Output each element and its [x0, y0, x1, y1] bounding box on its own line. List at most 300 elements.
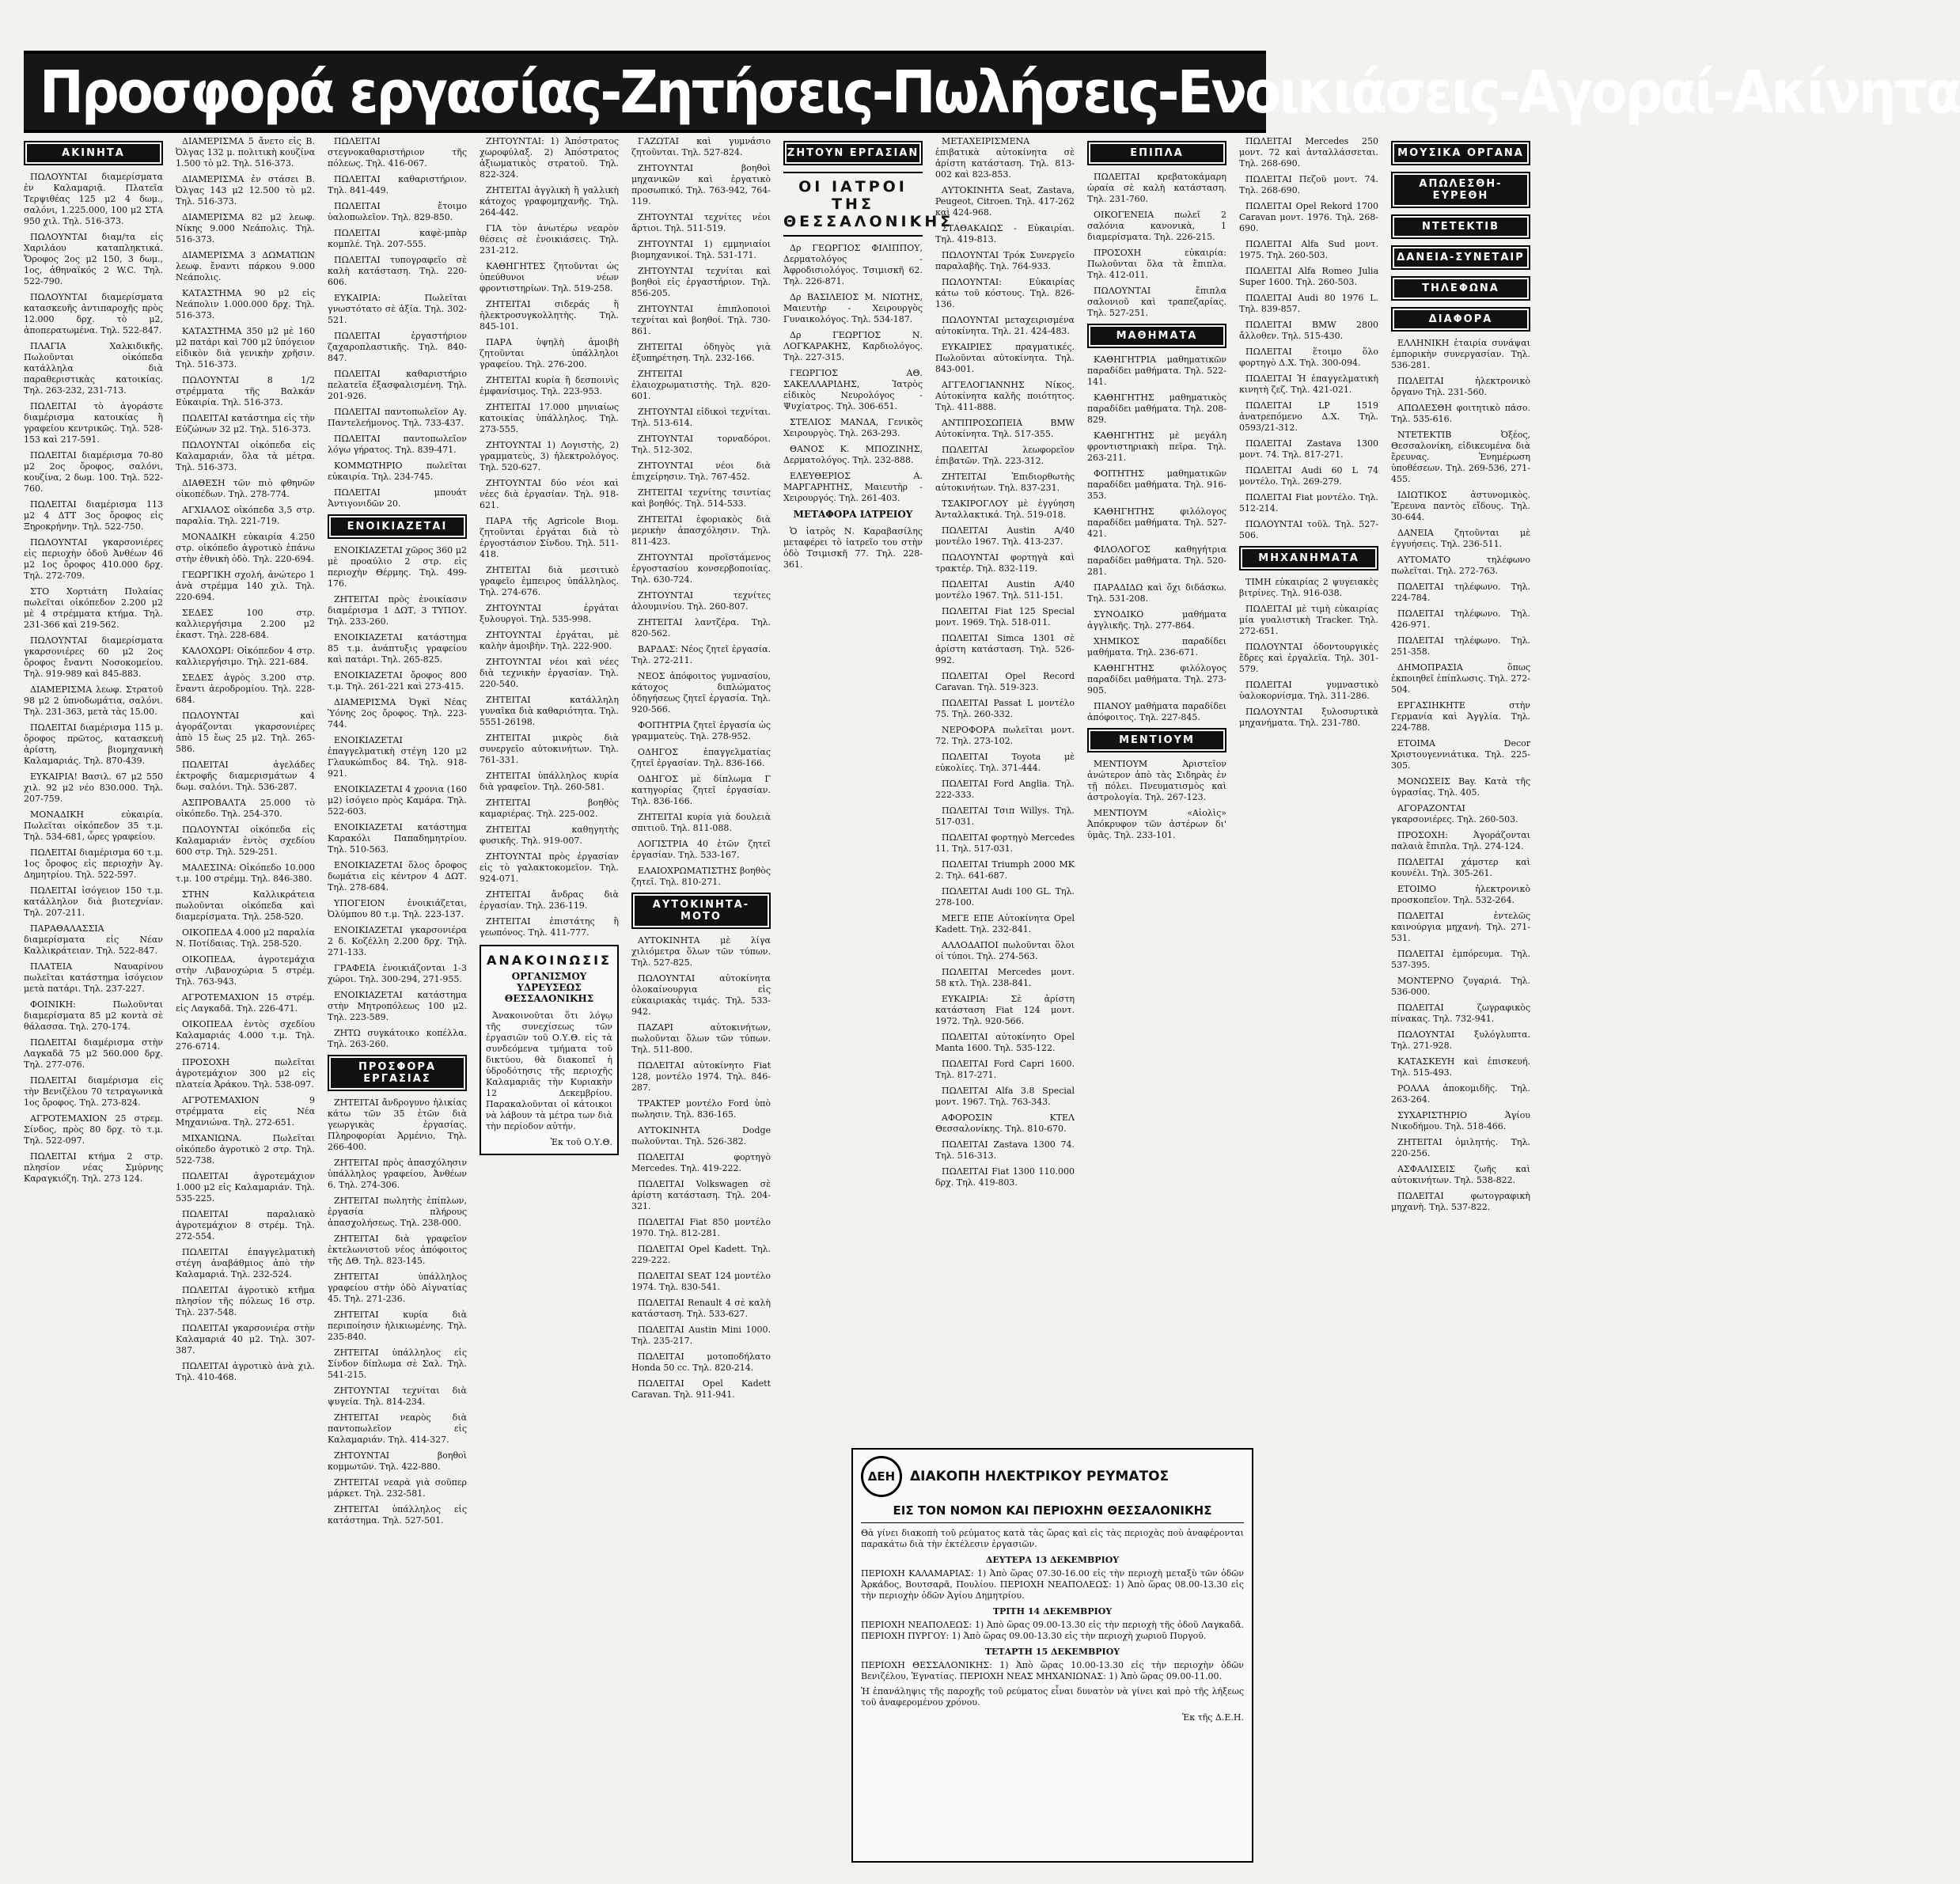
section-head-akinita: ΑΚΙΝΗΤΑ [24, 141, 163, 165]
classified-ad: ΠΑΡΑΔΙΔΩ καὶ ὄχι διδάσκω. Τηλ. 531-208. [1087, 582, 1226, 604]
classified-ad: ΣΥΝΟΔΙΚΟ μαθήματα ἀγγλικῆς. Τηλ. 277-864. [1087, 609, 1226, 631]
classified-ad: ΖΗΤΟΥΝΤΑΙ πρὸς ἐργασίαν εἰς τὸ γαλακτοκομεῖον. Τηλ. 924-071. [480, 851, 619, 884]
section-head-mousika: ΜΟΥΣΙΚΑ ΟΡΓΑΝΑ [1391, 141, 1530, 165]
classified-ad: ΠΩΛΕΙΤΑΙ ἐπαγγελματικὴ στέγη ἀναβάθμιος ἀπὸ τὴν Καλαμαριά. Τηλ. 232-524. [176, 1247, 315, 1279]
classified-ad: ΓΑΖΩΤΑΙ καὶ γυμνάσιο ζητοῦνται. Τηλ. 527-824. [631, 136, 771, 157]
classified-ad: ΖΗΤΕΙΤΑΙ σιδεράς ἢ ἡλεκτροσυγκολλητὴς. Τηλ. 845-101. [480, 299, 619, 332]
classified-ad: ΔΙΑΜΕΡΙΣΜΑ Ὀγκὶ Νέας Ὑόνης 2ος ὄροφος. Τηλ. 223-744. [328, 697, 467, 730]
section-head-apolesthi: ΑΠΩΛΕΣΘΗ-ΕΥΡΕΘΗ [1391, 172, 1530, 208]
classified-ad: ΠΩΛΕΙΤΑΙ μοτοποδήλατο Honda 50 cc. Τηλ. 820-214. [631, 1351, 771, 1373]
classified-ad: ΕΥΚΑΙΡΙΑ: Σὲ ἀρίστη κατάσταση Fiat 124 μοντ. 1972. Τηλ. 920-566. [935, 994, 1075, 1026]
section-head-diafora: ΔΙΑΦΟΡΑ [1391, 307, 1530, 332]
classified-ad: Δρ ΓΕΩΡΓΙΟΣ Ν. ΛΟΓΚΑΡΑΚΗΣ, Καρδιολόγος. Τηλ. 227-315. [783, 330, 923, 362]
classified-ad: ΖΗΤΟΥΝΤΑΙ εἰδικοὶ τεχνίται. Τηλ. 513-614. [631, 407, 771, 428]
column-9 [1239, 136, 1378, 1877]
classified-ad: ΖΗΤΟΥΝΤΑΙ τεχνίται καὶ βοηθοὶ εἰς ἐργαστήριον. Τηλ. 856-205. [631, 266, 771, 298]
classified-ad: ΠΩΛΕΙΤΑΙ Audi 80 1976 L. Τηλ. 839-857. [1239, 293, 1378, 314]
classified-ad: ΠΩΛΕΙΤΑΙ φορτηγὸ Mercedes 11. Τηλ. 517-031. [935, 832, 1075, 854]
classified-ad: ΖΗΤΕΙΤΑΙ ἐλαιοχρωματιστὴς. Τηλ. 820-601. [631, 369, 771, 401]
classified-ad: ΠΩΛΕΙΤΑΙ διαμέρισμα εἰς τὴν Βενιζέλου 70 τετραγωνικὰ 1ος ὄροφος. Τηλ. 273-824. [24, 1075, 163, 1108]
classified-ad: ΖΗΤΕΙΤΑΙ ὑπάλληλος κυρία διὰ γραφεῖον. Τηλ. 260-581. [480, 771, 619, 792]
classified-ad: ΣΕΔΕΣ ἀγρὸς 3.200 στρ. ἔναντι ἀεροδρομίου. Τηλ. 228-684. [176, 673, 315, 705]
classified-ad: ΕΥΚΑΙΡΙΕΣ πραγματικές. Πωλοῦνται αὐτοκίνητα. Τηλ. 843-001. [935, 342, 1075, 374]
classified-ad: ΠΩΛΟΥΝΤΑΙ γκαρσονιέρες εἰς περιοχὴν ὁδοῦ Ἀνθέων 46 μ2 1ος ὄροφος 410.000 δρχ. Τηλ. 272-709. [24, 537, 163, 581]
classified-ad: ΖΗΤΟΥΝΤΑΙ: 1) Ἀπόστρατος χωροφύλαξ. 2) Ἀπόστρατος ἀξιωματικὸς στρατοῦ. Τηλ. 822-324. [480, 136, 619, 180]
classified-ad: ΠΩΛΕΙΤΑΙ ἡλεκτρονικὸ ὄργανο Τηλ. 231-560. [1391, 376, 1530, 397]
classified-ad: ΠΩΛΕΙΤΑΙ Alfa 3.8 Special μοντ. 1967. Τηλ. 763-343. [935, 1086, 1075, 1107]
classified-ad: ΟΙΚΟΠΕΔΑ ἐντὸς σχεδίου Καλαμαριάς 4.000 τ.μ. Τηλ. 276-6714. [176, 1019, 315, 1052]
classified-ad: ΠΩΛΟΥΝΤΑΙ 8 1/2 στρέμματα τῆς Βαλκάν Εὐκαιρία. Τηλ. 516-373. [176, 375, 315, 408]
classified-ad: ΤΙΜΗ εὐκαιρίας 2 ψυγειακὲς βιτρίνες. Τηλ. 916-038. [1239, 577, 1378, 598]
ad-list [1087, 172, 1226, 319]
classified-ad: ΠΩΛΕΙΤΑΙ Audi 100 GL. Τηλ. 278-100. [935, 886, 1075, 908]
classified-ad: ΔΑΝΕΙΑ ζητοῦνται μὲ ἐγγυήσεις. Τηλ. 236-511. [1391, 528, 1530, 549]
classified-ad: ΠΩΛΕΙΤΑΙ καθαριστήριον. Τηλ. 841-449. [328, 174, 467, 195]
column-2 [176, 136, 315, 1877]
classified-ad: ΠΩΛΟΥΝΤΑΙ διαμερίσματα κατασκευῆς ἀντιπαροχῆς πρὸς 12.000 δρχ. τὸ μ2, ἀποπερατωμένα. Τηλ. 522-847. [24, 292, 163, 335]
classified-ad: ΔΙΑΘΕΣΗ τῶν πιὸ φθηνῶν οἰκοπέδων. Τηλ. 278-774. [176, 478, 315, 499]
classified-ad: ΕΝΟΙΚΙΑΖΕΤΑΙ κατάστημα Καρακόλι Παπαδημητρίου. Τηλ. 510-563. [328, 822, 467, 855]
classified-ad: ΙΔΙΩΤΙΚΟΣ ἀστυνομικὸς. Ἔρευνα παντὸς εἴδους. Τηλ. 30-644. [1391, 490, 1530, 522]
classified-ad: ΖΗΤΟΥΝΤΑΙ νέοι διὰ ἐπιχείρησιν. Τηλ. 767-452. [631, 461, 771, 482]
classified-ad: ΠΩΛΕΙΤΑΙ κτήμα 2 στρ. πλησίον νέας Σμύρνης Καραγκιόζη. Τηλ. 273 124. [24, 1151, 163, 1184]
classified-ad: ΖΗΤΕΙΤΑΙ διὰ γραφεῖον ἐκτελωνιστοῦ νέος ἀπόφοιτος τῆς ΔΘ. Τηλ. 823-145. [328, 1234, 467, 1266]
classified-ad: ΠΩΛΕΙΤΑΙ διαμέρισμα 113 μ2 4 ΔΤΤ 3ος ὄροφος εἰς Ξηροκρήνην. Τηλ. 522-750. [24, 499, 163, 532]
classified-ad: ΠΩΛΟΥΝΤΑΙ καὶ ἀγοράζονται γκαρσονιέρες ἀπὸ 15 ἔως 25 μ2. Τηλ. 265-586. [176, 711, 315, 754]
classified-ad: ΖΗΤΕΙΤΑΙ πρὸς ἐνοικίασιν διαμέρισμα 1 ΔΩΤ, 3 ΤΥΠΟΥ. Τηλ. 233-260. [328, 594, 467, 627]
classified-ad: ΠΩΛΟΥΝΤΑΙ ξυλοσυρτικὰ μηχανήματα. Τηλ. 231-780. [1239, 707, 1378, 728]
classified-ad: ΟΙΚΟΠΕΔΑ, ἀγροτεμάχια στὴν Λιβανοχώρια 5 στρέμ. Τηλ. 763-943. [176, 954, 315, 987]
classified-ad: ΖΗΤΕΙΤΑΙ μικρὸς διὰ συνεργεῖο αὐτοκινήτων. Τηλ. 761-331. [480, 733, 619, 765]
classified-ad: ΒΑΡΔΑΣ: Νέος ζητεῖ ἐργασία. Τηλ. 272-211. [631, 644, 771, 665]
classified-ad: ΠΩΛΕΙΤΑΙ SEAT 124 μοντέλο 1974. Τηλ. 830-541. [631, 1271, 771, 1292]
classified-ad: ΠΩΛΕΙΤΑΙ Mercedes μοντ. 58 κτλ. Τηλ. 238-841. [935, 967, 1075, 988]
classified-ad: ΕΤΟΙΜΟ ἡλεκτρονικὸ προσκοπεῖον. Τηλ. 532-264. [1391, 884, 1530, 905]
classified-ad: ΣΤΕΛΙΟΣ ΜΑΝΔΑ, Γενικὸς Χειρουργὸς. Τηλ. 263-293. [783, 417, 923, 438]
classified-ad: ΠΩΛΕΙΤΑΙ καφὲ-μπὰρ κομπλέ. Τηλ. 207-555. [328, 228, 467, 249]
classified-ad: ΠΩΛΕΙΤΑΙ τηλέφωνο. Τηλ. 426-971. [1391, 608, 1530, 630]
classified-ad: ΚΑΛΟΧΩΡΙ: Οἰκόπεδον 4 στρ. καλλιεργήσιμο. Τηλ. 221-684. [176, 646, 315, 667]
classified-ad: ΖΗΤΟΥΝΤΑΙ ἐργάται, μὲ καλὴν ἀμοιβὴν. Τηλ. 222-900. [480, 630, 619, 651]
classified-ad: ΖΗΤΕΙΤΑΙ ὁμιλητής. Τηλ. 220-256. [1391, 1137, 1530, 1158]
classified-ad: ΑΓΡΟΤΕΜΑΧΙΟΝ 15 στρέμ. εἰς Λαγκαδᾶ. Τηλ. 226-471. [176, 992, 315, 1014]
classified-ad: ΑΓΡΟΤΕΜΑΧΙΟΝ 9 στρέμματα εἰς Νέα Μηχανιώνα. Τηλ. 272-651. [176, 1095, 315, 1128]
classified-ad: ΑΥΤΟΚΙΝΗΤΑ μὲ λίγα χιλιόμετρα ὅλων τῶν τύπων. Τηλ. 527-825. [631, 935, 771, 968]
classified-ad: ΤΡΑΚΤΕΡ μοντέλο Ford ὑπὸ πωλησιν. Τηλ. 836-165. [631, 1098, 771, 1120]
classified-ad: ΠΩΛΕΙΤΑΙ Ἡ ἐπαγγελματικὴ κινητὴ ζεζ. Τηλ. 421-021. [1239, 373, 1378, 395]
classified-ad: ΝΕΟΣ ἀπόφοιτος γυμνασίου, κάτοχος διπλώματος ὁδηγήσεως ζητεῖ ἐργασία. Τηλ. 920-566. [631, 671, 771, 715]
section-head-daneia: ΔΑΝΕΙΑ-ΣΥΝΕΤΑΙΡ [1391, 245, 1530, 270]
classified-ad: ΖΗΤΟΥΝΤΑΙ τορναδόροι. Τηλ. 512-302. [631, 434, 771, 455]
classified-ad: ΖΗΤΕΙΤΑΙ πωλητὴς ἐπίπλων, ἐργασία πλήρους ἀπασχολήσεως. Τηλ. 238-000. [328, 1196, 467, 1228]
classified-ad: ΠΩΛΕΙΤΑΙ μὲ τιμὴ εὐκαιρίας μία γυαλιστικὴ Tracker. Τηλ. 272-651. [1239, 604, 1378, 636]
deh-sign: Ἐκ τῆς Δ.Ε.Η. [1181, 1712, 1244, 1723]
ad-list [328, 545, 467, 1050]
notice-text: Ἀνακοινοῦται ὅτι λόγῳ τῆς συνεχίσεως τῶν ἐργασιῶν τοῦ Ο.Υ.Θ. εἰς τὰ συνδεόμενα τμήματα τοῦ δικτύου, θὰ διακοπεῖ ἡ ὑδροδότησις τῆς περιοχῆς Καλαμαριᾶς τὴν Κυριακὴν 12 Δεκεμβρίου. Παρακαλοῦνται οἱ κάτοικοι νὰ λάβουν τὰ μέτρα των διὰ τὴν περίοδον αὐτήν. [486, 1010, 612, 1132]
classified-ad: ΠΩΛΟΥΝΤΑΙ ὁδοντουργικὲς ἔδρες καὶ ἐργαλεῖα. Τηλ. 301-579. [1239, 642, 1378, 674]
classified-ad: ΑΦΟΡΟΣΙΝ ΚΤΕΛ Θεσσαλονίκης. Τηλ. 810-670. [935, 1113, 1075, 1134]
classified-ad: ΜΕΝΤΙΟΥΜ Ἀριστεῖον ἀνώτερον ἀπὸ τὰς Σιδηρὰς ἐν τῇ πόλει. Πνευματισμὸς καὶ ἀστρολογία. Τηλ. 267-123. [1087, 759, 1226, 802]
classified-ad: ΠΩΛΕΙΤΑΙ τηλέφωνο. Τηλ. 224-784. [1391, 582, 1530, 603]
classified-ad: ΚΑΘΗΓΗΤΗΣ μὲ μεγάλη φροντιστηριακὴ πεῖρα. Τηλ. 263-211. [1087, 430, 1226, 463]
classified-ad: ΠΩΛΕΙΤΑΙ Πεζοῦ μοντ. 74. Τηλ. 268-690. [1239, 174, 1378, 195]
classified-ad: ΠΩΛΕΙΤΑΙ Zastava 1300 μοντ. 74. Τηλ. 817-271. [1239, 438, 1378, 460]
classified-ad: ΛΟΓΙΣΤΡΙΑ 40 ἐτῶν ζητεῖ ἐργασίαν. Τηλ. 533-167. [631, 839, 771, 860]
classified-ad: ΑΓΟΡΑΖΟΝΤΑΙ γκαρσονιέρες. Τηλ. 260-503. [1391, 803, 1518, 824]
classified-ad: ΑΣΦΑΛΙΣΕΙΣ ζωῆς καὶ αὐτοκινήτων. Τηλ. 538-822. [1391, 1164, 1530, 1185]
classified-ad: ΕΝΟΙΚΙΑΖΕΤΑΙ ἐπαγγελματικὴ στέγη 120 μ2 Γλαυκώπιδος 84. Τηλ. 918-921. [328, 735, 467, 779]
classified-ad: ΠΩΛΕΙΤΑΙ Alfa Sud μοντ. 1975. Τηλ. 260-503. [1239, 239, 1378, 260]
classified-ad: ΖΗΤΟΥΝΤΑΙ 1) Λογιστὴς, 2) γραμματεὺς, 3) ἡλεκτρολόγος. Τηλ. 520-627. [480, 440, 619, 472]
notice-org: ΟΡΓΑΝΙΣΜΟΥ ΥΔΡΕΥΣΕΩΣ ΘΕΣΣΑΛΟΝΙΚΗΣ [504, 971, 594, 1004]
classified-ad: ΦΙΛΟΛΟΓΟΣ καθηγήτρια παραδίδει μαθήματα. Τηλ. 520-281. [1087, 544, 1226, 577]
ad-list [480, 136, 619, 938]
classified-ad: ΖΗΤΕΙΤΑΙ ἐφοριακὸς διὰ μερικὴν ἀπασχόλησιν. Τηλ. 811-423. [631, 514, 771, 547]
classified-ad: ΟΔΗΓΟΣ ἐπαγγελματίας ζητεῖ ἐργασίαν. Τηλ. 836-166. [631, 747, 771, 768]
classified-ad: ΔΙΑΜΕΡΙΣΜΑ 5 ἄνετο εἰς Β. Ὀλγας 132 μ. πολιτικὴ κουζίνα 1.500 τὸ μ2. Τηλ. 516-373. [176, 136, 315, 169]
ad-list [176, 136, 315, 1383]
classified-ad: ΝΕΡΟΦΟΡΑ πωλεῖται μοντ. 72. Τηλ. 273-102. [935, 725, 1075, 746]
deh-logo: ΔΕΗ [861, 1456, 902, 1497]
classified-ad: ΠΩΛΕΙΤΑΙ Fiat 125 Special μοντ. 1969. Τηλ. 518-011. [935, 606, 1075, 627]
column-4 [480, 136, 619, 1877]
classified-ad: ΜΕΓΕ ΕΠΕ Αὐτοκίνητα Opel Kadett. Τηλ. 232-841. [935, 913, 1075, 934]
classified-ad: ΕΝΟΙΚΙΑΖΕΤΑΙ γκαρσονιέρα 2 δ. Κοζέλλη 2.200 δρχ. Τηλ. 271-133. [328, 925, 467, 957]
classified-ad: ΠΩΛΕΙΤΑΙ Toyota μὲ εὐκολίες. Τηλ. 371-444. [935, 752, 1075, 773]
ad-list [1087, 354, 1226, 723]
deh-body [853, 1523, 1252, 1728]
deh-header [853, 1450, 1252, 1500]
classified-ad: ΖΗΤΕΙΤΑΙ ὁδηγὸς γιὰ ἐξυπηρέτηση. Τηλ. 232-166. [631, 342, 771, 363]
deh-title: ΔΙΑΚΟΠΗ ΗΛΕΚΤΡΙΚΟΥ ΡΕΥΜΑΤΟΣ [910, 1469, 1170, 1484]
classified-ad: ΠΩΛΟΥΝΤΑΙ μεταχειρισμένα αὐτοκίνητα. Τηλ. 21. 424-483. [935, 315, 1075, 336]
classified-ad: ΠΩΛΕΙΤΑΙ τυπογραφεῖο σὲ καλὴ κατάσταση. Τηλ. 220-606. [328, 255, 467, 287]
classified-ad: ΠΩΛΕΙΤΑΙ χάμστερ καὶ κουνέλι. Τηλ. 305-261. [1391, 857, 1530, 878]
classified-ad: ΠΩΛΕΙΤΑΙ Austin A/40 μοντέλο 1967. Τηλ. 413-237. [935, 525, 1075, 547]
classified-ad: ΖΗΤΕΙΤΑΙ καθηγητὴς φυσικῆς. Τηλ. 919-007. [480, 824, 619, 846]
classified-ad: ΠΩΛΕΙΤΑΙ Audi 60 L 74 μοντέλο. Τηλ. 269-279. [1239, 465, 1378, 487]
classified-ad: ΖΗΤΟΥΝΤΑΙ τεχνίτες ἀλουμινίου. Τηλ. 260-807. [631, 590, 771, 612]
section-head-tilefona: ΤΗΛΕΦΩΝΑ [1391, 276, 1530, 301]
classified-ad: ΠΩΛΕΙΤΑΙ διαμέρισμα 70-80 μ2 2ος ὄροφος, σαλόνι, κουζίνα, 2 δωμ. 100. Τηλ. 522-760. [24, 450, 163, 494]
classified-ad: ΘΑΝΟΣ Κ. ΜΠΟΖΙΝΗΣ, Δερματολόγος. Τηλ. 232-888. [783, 444, 923, 465]
classified-ad: ΖΗΤΕΙΤΑΙ ὑπάλληλος γραφείου στὴν ὁδὸ Αἰγνατίας 45. Τηλ. 271-236. [328, 1272, 467, 1304]
classified-ad: ΔΙΑΜΕΡΙΣΜΑ λεωφ. Στρατοῦ 98 μ2 2 ὑπνοδωμάτια, σαλόνι. Τηλ. 231-363, μετὰ τὰς 15.00. [24, 684, 163, 717]
section-head-mixanimata: ΜΗΧΑΝΗΜΑΤΑ [1239, 546, 1378, 571]
classified-ad: ΠΩΛΕΙΤΑΙ αὐτοκίνητο Opel Manta 1600. Τηλ. 535-122. [935, 1032, 1075, 1053]
classified-ad: ΠΩΛΕΙΤΑΙ Simca 1301 σὲ ἀρίστη κατάσταση. Τηλ. 526-992. [935, 633, 1075, 665]
classified-ad: ΜΑΛΕΣΙΝΑ: Οἰκόπεδο 10.000 τ.μ. 100 στρέμμ. Τηλ. 846-380. [176, 862, 315, 884]
classified-ad: ΣΥΧΑΡΙΣΤΗΡΙΟ Ἀγίου Νικοδήμου. Τηλ. 518-466. [1391, 1110, 1530, 1132]
classified-ad: ΖΗΤΟΥΝΤΑΙ νέοι καὶ νέες διὰ τεχνικὴν ἐργασίαν. Τηλ. 220-540. [480, 657, 619, 689]
classified-ad: ΠΩΛΕΙΤΑΙ παντοπωλεῖον λόγω γήρατος. Τηλ. 839-471. [328, 434, 467, 455]
classified-ad: ΚΑΤΑΣΚΕΥΗ καὶ ἐπισκευή. Τηλ. 515-493. [1391, 1056, 1530, 1078]
classified-ad: ΕΝΟΙΚΙΑΖΕΤΑΙ ὅλος ὄροφος δωμάτια εἰς κέντρον 4 ΔΩΤ. Τηλ. 278-684. [328, 860, 467, 893]
classified-ad: ΕΝΟΙΚΙΑΖΕΤΑΙ ὄροφος 800 τ.μ. Τηλ. 261-221 καὶ 273-415. [328, 670, 467, 692]
classified-ad: ΠΩΛΕΙΤΑΙ ἕτοιμο ὅλο φορτηγὸ Δ.Χ. Τηλ. 300-094. [1239, 347, 1378, 368]
section-head-epipla: ΕΠΙΠΛΑ [1087, 141, 1226, 165]
classified-ad: ΑΓΡΟΤΕΜΑΧΙΟΝ 25 στρεμ. Σίνδος, πρὸς 80 δρχ. τὸ τ.μ. Τηλ. 522-097. [24, 1113, 163, 1146]
classified-ad: ΦΟΙΝΙΚΗ: Πωλοῦνται διαμερίσματα 85 μ2 κοντὰ σὲ θάλασσα. Τηλ. 270-174. [24, 999, 163, 1032]
classified-ad: ΕΤΟΙΜΑ Decor Χριστουγεννιάτικα. Τηλ. 225-305. [1391, 738, 1530, 771]
classified-ad: ΠΩΛΕΙΤΑΙ γκαρσονιέρα στὴν Καλαμαριά 40 μ2. Τηλ. 307-387. [176, 1323, 315, 1355]
classified-ad: ΕΝΟΙΚΙΑΖΕΤΑΙ κατάστημα 85 τ.μ. ἀνάπτυξις γραφείου καὶ πατάρι. Τηλ. 265-825. [328, 632, 467, 665]
ad-list [24, 172, 163, 1185]
column-5 [631, 136, 771, 1877]
deh-day-text: ΠΕΡΙΟΧΗ ΘΕΣΣΑΛΟΝΙΚΗΣ: 1) Ἀπὸ ὥρας 10.00-13.30 εἰς τὴν περιοχὴν ὁδῶν Βενιζέλου, Ἐγνατίας. ΠΕΡΙΟΧΗ ΝΕΑΣ ΜΗΧΑΝΙΩΝΑΣ: 1) Ἀπὸ ὥρας 09.00-11.00. [861, 1660, 1244, 1681]
classified-ad: ΖΗΤΕΙΤΑΙ ἀγγλικὴ ἢ γαλλικὴ κάτοχος γραφομηχανῆς. Τηλ. 264-442. [480, 185, 619, 218]
classified-ad: ΜΟΝΩΣΕΙΣ Bay. Κατὰ τῆς ὑγρασίας. Τηλ. 405. [1391, 776, 1530, 798]
classified-ad: ΣΤΗΝ Καλλικράτεια πωλοῦνται οἰκόπεδα καὶ διαμερίσματα. Τηλ. 258-520. [176, 889, 315, 922]
classified-ad: ΠΩΛΕΙΤΑΙ Fiat 1300 110.000 δρχ. Τηλ. 419-803. [935, 1166, 1075, 1188]
ad-list [1391, 338, 1530, 1213]
classified-ad: ΖΗΤΩ συγκάτοικο κοπέλλα. Τηλ. 263-260. [328, 1028, 467, 1049]
classified-ad: ΖΗΤΟΥΝΤΑΙ 1) εμμηνιαίοι βιομηχανικοί. Τηλ. 531-171. [631, 239, 771, 260]
classified-ad: ΑΓΧΙΑΛΟΣ οἰκόπεδα 3,5 στρ. παραλία. Τηλ. 221-719. [176, 505, 315, 526]
classified-ad: ΠΩΛΟΥΝΤΑΙ αὐτοκίνητα ὁλοκαίνουργια εἰς εὐκαιριακὰς τιμάς. Τηλ. 533-942. [631, 973, 771, 1017]
classified-ad: ΖΗΤΕΙΤΑΙ ἄνδρας διὰ ἐργασίαν. Τηλ. 236-119. [480, 889, 619, 911]
classified-ad: ΖΗΤΕΙΤΑΙ νεαρὰ γιὰ σοῦπερ μάρκετ. Τηλ. 232-581. [328, 1477, 467, 1499]
deh-day-heading: ΤΕΤΑΡΤΗ 15 ΔΕΚΕΜΒΡΙΟΥ [984, 1647, 1120, 1657]
classified-ad: ΚΑΤΑΣΤΗΜΑ 90 μ2 εἰς Νεάπολιν 1.000.000 δρχ. Τηλ. 516-373. [176, 288, 315, 320]
classified-ad: ΠΡΟΣΟΧΗ πωλεῖται ἀγροτεμάχιον 300 μ2 εἰς πλατεία Ἀράκου. Τηλ. 538-097. [176, 1057, 315, 1090]
deh-closing: Ἡ ἐπανάληψις τῆς παροχῆς τοῦ ρεύματος εἶναι δυνατὸν νὰ γίνει καὶ πρὸ τῆς λήξεως τοῦ ἀναφερομένου χρόνου. [861, 1686, 1244, 1708]
classified-ad: ΠΩΛΕΙΤΑΙ Opel Record Caravan. Τηλ. 519-323. [935, 671, 1075, 692]
classified-ad: ΠΑΡΑ ὑψηλὴ ἀμοιβὴ ζητοῦνται ὑπάλληλοι γραφείου. Τηλ. 276-200. [480, 337, 619, 370]
classified-ad: ΠΩΛΕΙΤΑΙ LP 1519 ἀνατρεπόμενο Δ.Χ. Τηλ. 0593/21-312. [1239, 400, 1378, 433]
classified-ad: ΠΩΛΟΥΝΤΑΙ ἔπιπλα σαλονιοῦ καὶ τραπεζαρίας. Τηλ. 527-251. [1087, 286, 1226, 318]
deh-day-heading: ΔΕΥΤΕΡΑ 13 ΔΕΚΕΜΒΡΙΟΥ [985, 1555, 1120, 1565]
classified-ad: ΚΑΘΗΓΗΤΡΙΑ μαθηματικῶν παραδίδει μαθήματα. Τηλ. 522-141. [1087, 354, 1226, 387]
doctors-list [783, 243, 923, 504]
classified-ad: ΠΩΛΕΙΤΑΙ αὐτοκίνητο Fiat 128, μοντέλο 1974. Τηλ. 846-287. [631, 1060, 771, 1093]
classified-ad: ΕΝΟΙΚΙΑΖΕΤΑΙ 4 χρονια (160 μ2) ἰσόγειο πρὸς Καμάρα. Τηλ. 522-603. [328, 784, 467, 817]
classified-ad: ΠΩΛΟΥΝΤΑΙ φορτηγὰ καὶ τρακτέρ. Τηλ. 832-119. [935, 552, 1075, 574]
classified-ad: ΠΛΑΓΙΑ Χαλκιδικῆς. Πωλοῦνται οἰκόπεδα κατάλληλα διὰ παραθεριστικὰς κατοικίας. Τηλ. 263-232, 231-713. [24, 341, 163, 396]
notice-title: ΑΝΑΚΟΙΝΩΣΙΣ [487, 953, 612, 968]
classified-ad: ΤΣΑΚΙΡΟΓΛΟΥ μὲ ἐγγύηση Ἀνταλλακτικά. Τηλ. 519-018. [935, 498, 1075, 520]
classified-ad: ΜΟΝΑΔΙΚΗ εὐκαιρία. Πωλεῖται οἰκόπεδον 35 τ.μ. Τηλ. 534-681, ὧρες γραφείου. [24, 809, 163, 842]
classified-ad: ΝΤΕΤΕΚΤΙΒ Ὀξέος, Θεσσαλονίκη, εἰδικευμένα διὰ ἔρευνας. Ἐνημέρωση ὑποθέσεων. Τηλ. 269-536, 271-455. [1391, 430, 1530, 484]
metafora-title: ΜΕΤΑΦΟΡΑ ΙΑΤΡΕΙΟΥ [793, 509, 913, 520]
classified-ad: ΟΙΚΟΓΕΝΕΙΑ πωλεῖ 2 σαλόνια κανονικὰ, 1 διαμερίσματα. Τηλ. 226-215. [1087, 210, 1226, 242]
classified-ad: ΠΩΛΕΙΤΑΙ παντοπωλεῖον Αγ. Παντελεήμονος. Τηλ. 733-437. [328, 407, 467, 428]
classified-ad: ΖΗΤΕΙΤΑΙ τεχνίτης τσιντίας καὶ βοηθός. Τηλ. 514-533. [631, 487, 771, 509]
doctors-title: ΟΙ ΙΑΤΡΟΙ ΤΗΣ ΘΕΣΣΑΛΟΝΙΚΗΣ [783, 172, 923, 237]
classified-ad: Δρ ΒΑΣΙΛΕΙΟΣ Μ. ΝΙΩΤΗΣ, Μαιευτὴρ - Χειρουργὸς Γυναικολόγος. Τηλ. 534-187. [783, 292, 923, 324]
classified-ad: ΠΩΛΕΙΤΑΙ Austin Mini 1000. Τηλ. 235-217. [631, 1325, 771, 1346]
classified-ad: ΖΗΤΟΥΝΤΑΙ προϊστάμενος ἐργοστασίου κονσερβοποιίας. Τηλ. 630-724. [631, 552, 771, 585]
classified-ad: ΖΗΤΕΙΤΑΙ 17.000 μηνιαίως κατοικίας ὑπάλληλος. Τηλ. 273-555. [480, 402, 619, 434]
classified-ad: ΠΩΛΕΙΤΑΙ Volkswagen σὲ ἀρίστη κατάσταση. Τηλ. 204-321. [631, 1179, 771, 1211]
classified-ad: ΕΥΚΑΙΡΙΑ: Πωλεῖται γνωστότατο σὲ ἀξία. Τηλ. 302-521. [328, 293, 467, 325]
ad-list [328, 1097, 467, 1526]
classified-ad: ΓΙΑ τὸν ἀνωτέρω νεαρὸν θέσεις σὲ ἐνοικιάσεις. Τηλ. 231-212. [480, 223, 619, 256]
classified-ad: ΠΩΛΕΙΤΑΙ ἰσόγειον 150 τ.μ. κατάλληλον διὰ βιοτεχνίαν. Τηλ. 207-211. [24, 885, 163, 918]
section-head-autokinita: ΑΥΤΟΚΙΝΗΤΑ-ΜΟΤΟ [631, 893, 771, 929]
classified-ad: ΠΩΛΕΙΤΑΙ κρεβατοκάμαρη ὡραία σὲ καλὴ κατάσταση. Τηλ. 231-760. [1087, 172, 1226, 204]
classified-ad: ΠΑΡΑ τῆς Agricole Βιομ. ζητοῦνται ἐργάται διὰ τὸ ἐργοστάσιον Σίνδου. Τηλ. 511-418. [480, 516, 619, 559]
classified-ad: ΠΩΛΕΙΤΑΙ ἀγροτεμάχιον 1.000 μ2 εἰς Καλαμαριάν. Τηλ. 535-225. [176, 1171, 315, 1204]
classified-ad: ΖΗΤΟΥΝΤΑΙ τεχνίτες νέοι ἄρτιοι. Τηλ. 511-519. [631, 212, 771, 233]
classified-ad: ΚΑΘΗΓΗΤΗΣ μαθηματικὸς παραδίδει μαθήματα. Τηλ. 208-829. [1087, 392, 1226, 425]
classified-ad: ΖΗΤΕΙΤΑΙ διὰ μεσιτικὸ γραφεῖο ἐμπειρος ὑπάλληλος. Τηλ. 274-676. [480, 565, 619, 597]
classified-ad: ΖΗΤΟΥΝΤΑΙ δύο νέοι καὶ νέες διὰ ἐργασίαν. Τηλ. 918-621. [480, 478, 619, 510]
classified-ad: ΚΑΘΗΓΗΤΕΣ ζητοῦνται ὡς ὑπεύθυνοι νέων φροντιστηρίων. Τηλ. 519-258. [480, 261, 619, 294]
classified-ad: ΖΗΤΟΥΝΤΑΙ ἐργάται ξυλουργοὶ. Τηλ. 535-998. [480, 603, 619, 624]
classified-ad: ΖΗΤΕΙΤΑΙ ὑπάλληλος εἰς Σίνδον δίπλωμα σὲ Σαλ. Τηλ. 541-215. [328, 1348, 467, 1380]
ad-list [328, 136, 467, 510]
classified-ad: ΠΩΛΕΙΤΑΙ Opel Kadett. Τηλ. 229-222. [631, 1244, 771, 1265]
section-head-ntetektiv: ΝΤΕΤΕΚΤΙΒ [1391, 214, 1530, 239]
section-head-enoikiazetai: ΕΝΟΙΚΙΑΖΕΤΑΙ [328, 514, 467, 539]
classified-ad: ΚΑΘΗΓΗΤΗΣ φιλόλογος παραδίδει μαθήματα. Τηλ. 527-421. [1087, 506, 1226, 539]
classified-ad: ΠΩΛΕΙΤΑΙ διαμέρισμα στὴν Λαγκαδᾶ 75 μ2 560.000 δρχ. Τηλ. 277-076. [24, 1037, 163, 1070]
classified-ad: ΦΟΙΤΗΤΡΙΑ ζητεῖ ἐργασία ὡς γραμματεὺς. Τηλ. 278-952. [631, 720, 771, 741]
classified-ad: ΠΩΛΟΥΝΤΑΙ: Εὐκαιρίας κάτω τοῦ κόστους. Τηλ. 826-136. [935, 277, 1075, 309]
classified-ad: ΑΥΤΟΚΙΝΗΤΑ Dodge πωλοῦνται. Τηλ. 526-382. [631, 1125, 771, 1147]
header-banner [24, 51, 1960, 133]
classified-ad: ΖΗΤΕΙΤΑΙ Ἐπιδιορθωτὴς αὐτοκινήτων. Τηλ. 837-231. [935, 472, 1075, 493]
section-head-prosfora: ΠΡΟΣΦΟΡΑ ΕΡΓΑΣΙΑΣ [328, 1055, 467, 1091]
section-head-zitoun: ΖΗΤΟΥΝ ΕΡΓΑΣΙΑΝ [783, 141, 923, 165]
classified-ad: ΠΩΛΕΙΤΑΙ τὸ ἀγοράστε διαμέρισμα κατοικίας ἢ γραφείου κεντρικῶς. Τηλ. 528-153 καὶ 217-591. [24, 401, 163, 445]
classified-ad: ΜΙΧΑΝΙΩΝΑ. Πωλεῖται οἰκόπεδο ἀγροτικὸ 2 στρ. Τηλ. 522-738. [176, 1133, 315, 1166]
classified-ad: ΠΑΡΑΘΑΛΑΣΣΙΑ διαμερίσματα εἰς Νέαν Καλλικράτειαν. Τηλ. 522-847. [24, 923, 163, 956]
classified-ad: ΠΩΛΟΥΝΤΑΙ τοῦλ. Τηλ. 527-506. [1239, 519, 1378, 540]
classified-ad: ΔΙΑΜΕΡΙΣΜΑ 3 ΔΩΜΑΤΙΩΝ λεωφ. ἔναντι πάρκου 9.000 Νεάπολις. [176, 250, 315, 282]
classified-ad: ΑΠΩΛΕΣΘΗ φοιτητικὸ πάσο. Τηλ. 535-616. [1391, 403, 1530, 424]
classified-ad: ΠΩΛΕΙΤΑΙ Ford Capri 1600. Τηλ. 817-271. [935, 1059, 1075, 1080]
deh-intro: Θὰ γίνει διακοπὴ τοῦ ρεύματος κατὰ τὰς ὥρας καὶ εἰς τὰς περιοχὰς ποὺ ἀναφέρονται παρακάτω διὰ τὴν ἐκτέλεσιν ἐργασιῶν. [861, 1528, 1244, 1549]
classified-ad: ΡΟΛΛΑ ἀποκομιδῆς. Τηλ. 263-264. [1391, 1083, 1530, 1105]
classified-ad: ΠΩΛΕΙΤΑΙ Opel Rekord 1700 Caravan μοντ. 1976. Τηλ. 268-690. [1239, 201, 1378, 233]
classified-ad: ΕΝΟΙΚΙΑΖΕΤΑΙ κατάστημα στὴν Μητροπόλεως 100 μ2. Τηλ. 223-589. [328, 990, 467, 1022]
classified-ad: Δρ ΓΕΩΡΓΙΟΣ ΦΙΛΙΠΠΟΥ, Δερματολόγος - Ἀφροδισιολόγος. Τσιμισκῆ 62. Τηλ. 226-871. [783, 243, 923, 286]
deh-day-heading: ΤΡΙΤΗ 14 ΔΕΚΕΜΒΡΙΟΥ [992, 1606, 1113, 1617]
classified-ad: ΚΟΜΜΩΤΗΡΙΟ πωλεῖται εὐκαιρία. Τηλ. 234-745. [328, 461, 467, 482]
classified-ad: ΖΗΤΕΙΤΑΙ κυρία διὰ περιποίησιν ἡλικιωμένης. Τηλ. 235-840. [328, 1310, 467, 1342]
classified-ad: ΖΗΤΟΥΝΤΑΙ βοηθοὶ κομμωτῶν. Τηλ. 422-880. [328, 1450, 467, 1472]
classified-ad: ΠΑΖΑΡΙ αὐτοκινήτων, πωλοῦνται ὅλων τῶν τύπων. Τηλ. 511-800. [631, 1022, 771, 1055]
classified-ad: ΖΗΤΕΙΤΑΙ βοηθὸς καμαριέρας. Τηλ. 225-002. [480, 798, 619, 819]
classified-ad: ΚΑΘΗΓΗΤΗΣ φιλόλογος παραδίδει μαθήματα. Τηλ. 273-905. [1087, 663, 1226, 696]
classified-ad: ΠΩΛΟΥΝΤΑΙ οἰκόπεδα εἰς Καλαμαριάν ἐντὸς σχεδίου 600 στρ. Τηλ. 529-251. [176, 824, 315, 857]
classified-ad: ΕΝΟΙΚΙΑΖΕΤΑΙ χῶρος 360 μ2 μὲ προαύλιο 2 στρ. εἰς περιοχὴν Θέρμης. Τηλ. 499-176. [328, 545, 467, 589]
deh-day-text: ΠΕΡΙΟΧΗ ΚΑΛΑΜΑΡΙΑΣ: 1) Ἀπὸ ὥρας 07.30-16.00 εἰς τὴν περιοχὴ μεταξὺ τῶν ὁδῶν Ἀρκάδος, Βουτσαρᾶ, Πουλίου. ΠΕΡΙΟΧΗ ΝΕΑΠΟΛΕΩΣ: 1) Ἀπὸ ὥρας 08.00-13.30 εἰς τὴν περιοχὴν ὁδῶν Ἀγίου Δημητρίου. [861, 1568, 1244, 1601]
classified-ad: ΖΗΤΕΙΤΑΙ ἄνδρογυνο ἡλικίας κάτω τῶν 35 ἐτῶν διὰ γεωργικὰς ἐργασίας. Πληροφορίαι Ἀρμένιο, Τηλ. 266-400. [328, 1097, 467, 1152]
classified-ad: ΓΕΩΡΓΙΚΗ σχολή, ἀνώτερο 1 ἀνὰ στρέμμα 140 χιλ. Τηλ. 220-694. [176, 570, 315, 602]
classified-ad: ΠΩΛΕΙΤΑΙ μπουάτ Ἀντιγονιδῶν 20. [328, 487, 467, 509]
classified-ad: ΠΩΛΟΥΝΤΑΙ διαμερίσματα ἐν Καλαμαριᾷ. Πλατεῖα Τερψιθέας 125 μ2 4 δωμ., σαλόνι, 1.225.000, 100 μ2 ΣΤΑ 950 χιλ. Τηλ. 516-373. [24, 172, 163, 226]
ad-list [1239, 577, 1378, 729]
classified-ad: ΑΝΤΙΠΡΟΣΩΠΕΙΑ BMW Αὐτοκίνητα. Τηλ. 517-355. [935, 418, 1075, 439]
classified-ad: ΑΓΓΕΛΟΓΙΑΝΝΗΣ Νίκος. Αὐτοκίνητα καλῆς ποιότητος. Τηλ. 411-888. [935, 380, 1075, 412]
classified-ad: ΦΟΙΤΗΤΗΣ μαθηματικῶν παραδίδει μαθήματα. Τηλ. 916-353. [1087, 468, 1226, 501]
classified-ad: ΠΙΑΝΟΥ μαθήματα παραδίδει ἀπόφοιτος. Τηλ. 227-845. [1087, 701, 1226, 722]
section-head-mentioum: ΜΕΝΤΙΟΥΜ [1087, 728, 1226, 752]
ad-list [631, 136, 771, 888]
classified-ad: ΕΥΚΑΙΡΙΑ! Βασιλ. 67 μ2 550 χιλ. 92 μ2 νέο 830.000. Τηλ. 207-759. [24, 771, 163, 804]
classified-ad: ΠΩΛΕΙΤΑΙ ἀγελάδες ἐκτροφῆς διαμερισμάτων 4 δωμ. σαλόνι. Τηλ. 536-287. [176, 760, 315, 792]
classified-ad: ΠΩΛΕΙΤΑΙ Τσιπ Willys. Τηλ. 517-031. [935, 806, 1075, 827]
classified-ad: ΠΩΛΕΙΤΑΙ ἔτοιμο ὑαλοπωλεῖον. Τηλ. 829-850. [328, 201, 467, 222]
classified-ad: ΖΗΤΕΙΤΑΙ κατάλληλη γυναῖκα διὰ καθαριότητα. Τηλ. 5551-26198. [480, 695, 619, 727]
classified-ad: ΠΩΛΕΙΤΑΙ στεγνοκαθαριστήριον τῆς πόλεως. Τηλ. 416-067. [328, 136, 467, 169]
classified-ad: ΠΩΛΕΙΤΑΙ Austin A/40 μοντέλο 1967. Τηλ. 511-151. [935, 579, 1075, 601]
classified-ad: ΠΩΛΟΥΝΤΑΙ διαμερίσματα γκαρσονιέρες 60 μ2 2ος ὄροφος ἔναντι Νοσοκομείου. Τηλ. 919-989 καὶ 845-883. [24, 635, 163, 679]
classified-ad: ΠΩΛΕΙΤΑΙ λεωφορεῖον ἐπιβατῶν. Τηλ. 223-312. [935, 445, 1075, 466]
classified-ad: ΖΗΤΟΥΝΤΑΙ ἐπιπλοποιοὶ τεχνίται καὶ βοηθοί. Τηλ. 730-861. [631, 304, 771, 336]
classified-ad: ΣΤΟ Χορτιάτη Πυλαίας πωλεῖται οἰκόπεδον 2.200 μ2 μὲ 4 στρέμματα κτήμα. Τηλ. 231-366 καὶ 219-562. [24, 586, 163, 630]
classified-ad: ΠΡΟΣΟΧΗ εὐκαιρία: Πωλοῦνται ὅλα τὰ ἔπιπλα. Τηλ. 412-011. [1087, 248, 1226, 280]
classified-ad: ΥΠΟΓΕΙΟΝ ἐνοικιάζεται, Ὀλύμπου 80 τ.μ. Τηλ. 223-137. [328, 898, 467, 919]
page-title: Προσφορά εργασίας-Ζητήσεις-Πωλήσεις-Ενοικιάσεις-Αγοραί-Ακίνητα [40, 59, 1960, 127]
classified-ad: ΠΩΛΕΙΤΑΙ Mercedes 250 μοντ. 72 καὶ ἀνταλλάσσεται. Τηλ. 268-690. [1239, 136, 1378, 169]
classified-ad: ΔΙΑΜΕΡΙΣΜΑ ἐν στάσει Β. Ὀλγας 143 μ2 12.500 τὸ μ2. Τηλ. 516-373. [176, 174, 315, 207]
deh-subtitle: ΕΙΣ ΤΟΝ ΝΟΜΟΝ ΚΑΙ ΠΕΡΙΟΧΗΝ ΘΕΣΣΑΛΟΝΙΚΗΣ [861, 1500, 1244, 1523]
classified-ad: ΟΙΚΟΠΕΔΑ 4.000 μ2 παραλία Ν. Ποτίδαιας. Τηλ. 258-520. [176, 927, 315, 949]
water-notice [480, 945, 619, 1155]
classified-ad: ΠΩΛΕΙΤΑΙ ζωγραφικὸς πίνακας. Τηλ. 732-941. [1391, 1003, 1530, 1024]
classified-ad: ΠΩΛΟΥΝΤΑΙ οἰκόπεδα εἰς Καλαμαριάν, ὅλα τὰ μέτρα. Τηλ. 516-373. [176, 440, 315, 472]
classified-ad: ΖΗΤΕΙΤΑΙ κυρία γιὰ δουλειὰ σπιτιοῦ. Τηλ. 811-088. [631, 812, 771, 833]
deh-day-list [861, 1555, 1244, 1682]
classified-ad: ΧΗΜΙΚΟΣ παραδίδει μαθήματα. Τηλ. 236-671. [1087, 636, 1226, 658]
column-10 [1391, 136, 1530, 1877]
classified-ad: ΠΩΛΕΙΤΑΙ παραλιακὸ ἀγροτεμάχιον 8 στρέμ. Τηλ. 272-554. [176, 1209, 315, 1241]
classified-ad: ΠΩΛΕΙΤΑΙ Opel Kadett Caravan. Τηλ. 911-941. [631, 1378, 771, 1400]
deh-day-text: ΠΕΡΙΟΧΗ ΝΕΑΠΟΛΕΩΣ: 1) Ἀπὸ ὥρας 09.00-13.30 εἰς τὴν περιοχὴ τῆς ὁδοῦ Λαγκαδᾶ. ΠΕΡΙΟΧΗ ΠΥΡΓΟΥ: 1) Ἀπὸ ὥρας 09.00-13.30 εἰς τὴν περιοχὴ χωριοῦ Πυργοῦ. [861, 1620, 1244, 1641]
classified-ad: ΠΩΛΕΙΤΑΙ BMW 2800 ἄλλοθεν. Τηλ. 515-430. [1239, 320, 1378, 341]
ad-list [1087, 759, 1226, 841]
column-3 [328, 136, 467, 1877]
classified-ad: ΠΩΛΕΙΤΑΙ ἐργαστήριον ζαχαροπλαστικῆς. Τηλ. 840-847. [328, 331, 467, 363]
classified-ad: ΟΔΗΓΟΣ μὲ δίπλωμα Γ κατηγορίας ζητεῖ ἐργασίαν. Τηλ. 836-166. [631, 774, 771, 806]
classified-ad: ΑΥΤΟΚΙΝΗΤΑ Seat, Zastava, Peugeot, Citroen. Τηλ. 417-262 καὶ 424-968. [935, 185, 1075, 218]
classified-ad: ΕΡΓΑΣΙΗΚΗΤΕ στὴν Γερμανία καὶ Ἀγγλία. Τηλ. 224-788. [1391, 700, 1530, 733]
classified-ad: ΜΟΝΑΔΙΚΗ εὐκαιρία 4.250 στρ. οἰκόπεδο ἀγροτικὸ ἐπάνω στὴν ἐθνικὴ ὁδὸ. Τηλ. 220-694. [176, 532, 315, 564]
classified-ad: ΑΛΛΟΔΑΠΟΙ πωλοῦνται ὅλοι οἱ τύποι. Τηλ. 274-563. [935, 940, 1075, 961]
classified-ad: ΠΩΛΕΙΤΑΙ Renault 4 σὲ καλὴ κατάσταση. Τηλ. 533-627. [631, 1298, 771, 1319]
classified-ad: ΖΗΤΟΥΝΤΑΙ βοηθοὶ μηχανικῶν καὶ ἐργατικὸ προσωπικό. Τηλ. 763-942, 764-119. [631, 163, 771, 207]
column-1 [24, 136, 163, 1877]
classified-ad: ΓΕΩΡΓΙΟΣ ΑΘ. ΣΑΚΕΛΛΑΡΙΔΗΣ, Ἰατρὸς εἰδικὸς Νευρολόγος - Ψυχίατρος. Τηλ. 306-651. [783, 368, 923, 411]
classified-ad: ΖΗΤΟΥΝΤΑΙ τεχνίται διὰ ψυγεία. Τηλ. 814-234. [328, 1386, 467, 1407]
classified-ad: ΜΕΤΑΧΕΙΡΙΣΜΕΝΑ ἐπιβατικὰ αὐτοκίνητα σὲ ἀρίστη κατάσταση. Τηλ. 813-002 καὶ 823-853. [935, 136, 1075, 180]
classified-ad: ΠΩΛΕΙΤΑΙ Fiat μοντέλο. Τηλ. 512-214. [1239, 492, 1378, 514]
classified-ad: ΕΛΑΙΟΧΡΩΜΑΤΙΣΤΗΣ βοηθὸς ζητεῖ. Τηλ. 810-271. [631, 866, 771, 887]
classified-ad: ΠΩΛΕΙΤΑΙ φορτηγὸ Mercedes. Τηλ. 419-222. [631, 1152, 771, 1173]
classified-ad: ΑΣΠΡΟΒΑΛΤΑ 25.000 τὸ οἰκόπεδο. Τηλ. 254-370. [176, 798, 315, 819]
classified-ad: ΠΩΛΕΙΤΑΙ τηλέφωνο. Τηλ. 251-358. [1391, 635, 1530, 657]
classified-ad: ΖΗΤΕΙΤΑΙ κυρία ἢ δεσποινὶς ἐμφανίσιμος. Τηλ. 223-953. [480, 375, 619, 396]
metafora-text: Ὁ ἰατρὸς Ν. Καραβασίλης μεταφέρει τὸ ἰατρεῖο του στὴν ὁδὸ Τσιμισκῆ 77. Τηλ. 228-361. [783, 526, 923, 570]
classified-ad: ΠΩΛΕΙΤΑΙ Zastava 1300 74. Τηλ. 516-313. [935, 1139, 1075, 1161]
classified-ad: ΠΩΛΟΥΝΤΑΙ διαμ/τα εἰς Χαριλάου καταπληκτικά. Ὄροφος 2ος μ2 150, 3 δωμ., 1ος, ἀθηναϊκός 2 W.C. Τηλ. 522-790. [24, 232, 163, 286]
classified-ad: ΠΡΟΣΟΧΗ: Ἀγοράζονται παλαιὰ ἔπιπλα. Τηλ. 274-124. [1391, 830, 1530, 851]
classified-ad: ΠΩΛΕΙΤΑΙ ἐμπόρευμα. Τηλ. 537-395. [1391, 949, 1530, 970]
classified-ad: ΣΤΑΘΑΚΑΙΩΣ - Εὐκαιρίαι. Τηλ. 419-813. [935, 223, 1075, 245]
classified-ad: ΕΛΕΥΘΕΡΙΟΣ Α. ΜΑΡΓΑΡΗΤΗΣ, Μαιευτὴρ - Χειρουργός. Τηλ. 261-403. [783, 471, 923, 503]
classified-ad: ΠΩΛΕΙΤΑΙ γυμναστικὸ ὑαλοκορνίσμα. Τηλ. 311-286. [1239, 680, 1378, 701]
classified-ad: ΠΩΛΕΙΤΑΙ ἀγροτικὸ κτῆμα πλησίον τῆς πόλεως 16 στρ. Τηλ. 237-548. [176, 1285, 315, 1317]
classified-ad: ΜΕΝΤΙΟΥΜ «Αἰολὶς» Ἀπόκρυφον τῶν ἀστέρων δι' ὑμᾶς. Τηλ. 233-101. [1087, 808, 1226, 840]
classified-ad: ΠΩΛΕΙΤΑΙ Passat L μοντέλο 75. Τηλ. 260-332. [935, 698, 1075, 719]
ad-list [631, 935, 771, 1401]
classified-ad: ΠΩΛΕΙΤΑΙ ἐντελῶς καινούργια μηχανὴ. Τηλ. 271-531. [1391, 911, 1530, 943]
classified-ad: ΠΩΛΕΙΤΑΙ Fiat 850 μοντέλο 1970. Τηλ. 812-281. [631, 1217, 771, 1238]
